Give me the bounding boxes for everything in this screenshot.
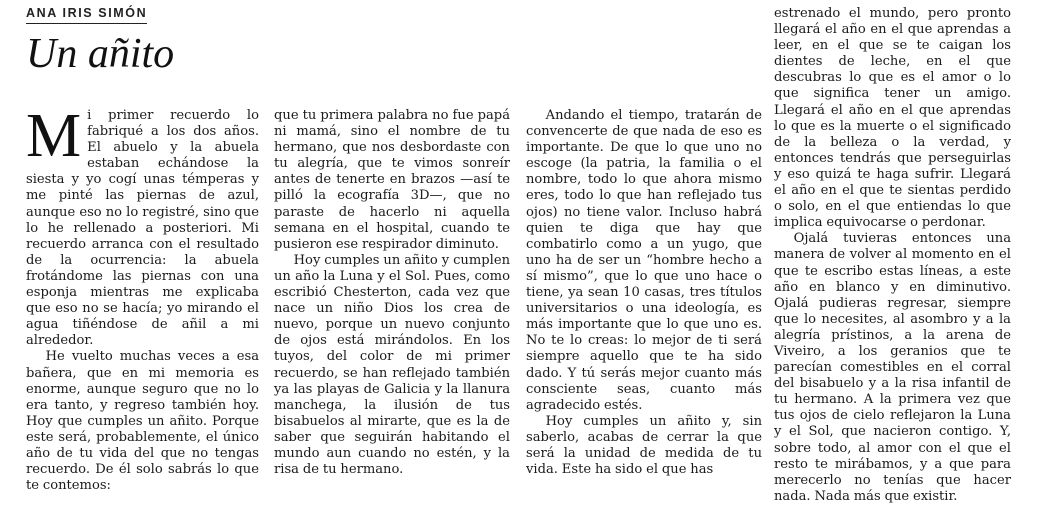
- article-column-4: [774, 6, 1011, 505]
- paragraph: He vuelto muchas veces a esa bañera, que en mi memoria es enorme, aunque seguro que no lo era tanto, y regreso también hoy. Hoy que cumples un añito. Porque este será, probablemente, el único año de tu vida del que no tengas recuerdo. De él solo sabrás lo que te contemos:: [26, 349, 259, 494]
- paragraph: Ojalá tuvieras entonces una manera de volver al momento en el que te escribo estas líneas, a este año en blanco y en diminutivo. Ojalá pudieras regresar, siempre que lo necesites, al asombro y a la alegría prístinos, a la arena de Viveiro, a los geranios que te parecían comestibles en el corral del bisabuelo y a la risa infantil de tu hermano. A la primera vez que tus ojos de cielo reflejaron la Luna y el Sol, que nacieron contigo. Y, sobre todo, al amor con el que el resto te mirábamos, y a que para merecerlo no tenías que hacer nada. Nada más que existir.: [774, 231, 1011, 504]
- paragraph: Andando el tiempo, tratarán de convencerte de que nada de eso es importante. De que lo que uno no escoge (la patria, la familia o el nombre, todo lo que ahora mismo eres, todo lo que han reflejado tus ojos) no tiene valor. Incluso habrá quien te diga que hay que combatirlo como a un yugo, que uno ha de ser un “hombre hecho a sí mismo”, que lo que uno hace o tiene, ya sean 10 casas, tres títulos universitarios o una ideología, es más importante que lo que uno es. No te lo creas: lo mejor de ti será siempre aquello que te ha sido dado. Y tú serás mejor cuanto más consciente seas, cuanto más agradecido estés.: [526, 108, 762, 413]
- paragraph: Hoy cumples un añito y cumplen un año la Luna y el Sol. Pues, como escribió Chesterton, cada vez que nace un niño Dios los crea de nuevo, porque un nuevo conjunto de ojos está mirándolos. En los tuyos, del color de mi primer recuerdo, se han reflejado también ya las playas de Galicia y la llanura manchega, la ilusión de tus bisabuelos al mirarte, que es la de saber que seguirán habitando el mundo aun cuando no estén, y la risa de tu hermano.: [274, 252, 510, 478]
- drop-cap: M: [26, 102, 82, 170]
- paragraph: Hoy cumples un añito y, sin saberlo, acabas de cerrar la que será la unidad de medida de tu vida. Este ha sido el que has: [526, 413, 762, 478]
- paragraph: que tu primera palabra no fue papá ni mamá, sino el nombre de tu hermano, que nos desbordaste con tu alegría, que te vimos sonreír antes de tenerte en brazos —así te pilló la ecografía 3D—, que no paraste de hacerlo ni aquella semana en el hospital, cuando te pusieron ese respirador diminuto.: [274, 108, 510, 252]
- paragraph: Mi primer recuerdo lo fabriqué a los dos años. El abuelo y la abuela estaban echándose la siesta y yo cogí unas témperas y me pinté las piernas de azul, aunque eso no lo registré, sino que lo he rellenado a posteriori. Mi recuerdo arranca con el resultado de la ocurrencia: la abuela frotándome las piernas con una esponja mientras me explicaba que eso no se hacía; yo mirando el agua tiñéndose de añil a mi alrededor.: [26, 102, 259, 349]
- article-headline: Un añito: [26, 31, 175, 77]
- paragraph: estrenado el mundo, pero pronto llegará el año en el que aprendas a leer, en el que se te caigan los dientes de leche, en el que descubras lo que es el amor o lo que significa tener un amigo. Llegará el año en el que aprendas lo que es la muerte o el significado de la belleza o la verdad, y entonces tendrás que perseguirlas y eso quizá te haga sufrir. Llegará el año en el que te sientas perdido o solo, en el que entiendas lo que implica equivocarse o perdonar.: [774, 6, 1011, 231]
- author-byline: ANA IRIS SIMÓN: [26, 6, 147, 24]
- article-column-1: [26, 102, 259, 494]
